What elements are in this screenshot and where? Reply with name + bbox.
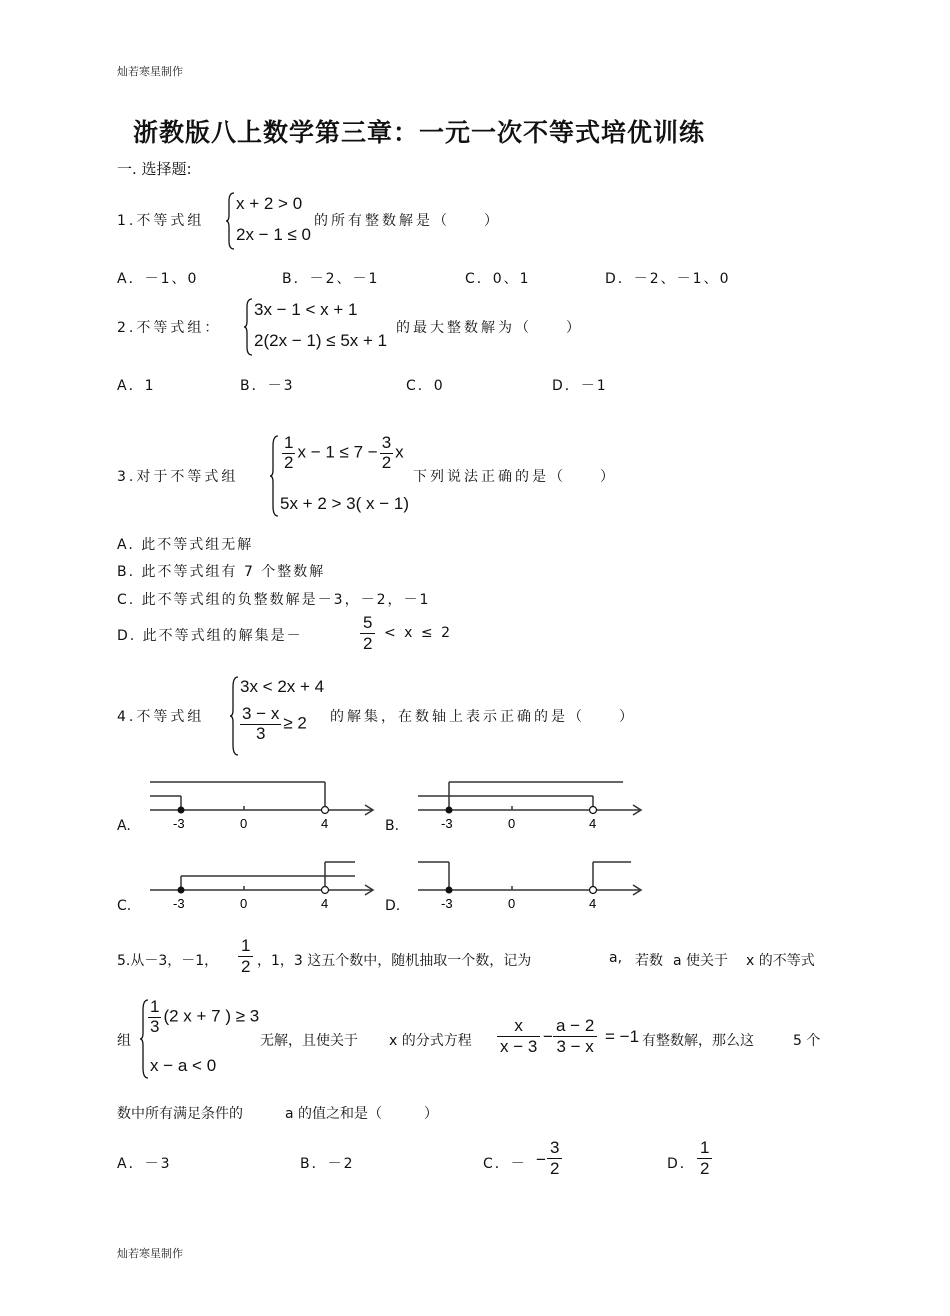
q5-text-11: a 的值之和是（ ） bbox=[285, 1106, 439, 1122]
q5-option-a: A．－3 bbox=[117, 1156, 172, 1172]
open-point bbox=[322, 807, 329, 814]
q2-line-1: 3x − 1 < x + 1 bbox=[254, 300, 358, 319]
q5-option-c-sign: − bbox=[536, 1150, 546, 1169]
q3-option-d-fraction: 5 2 bbox=[360, 613, 375, 653]
fraction: $\frac{1}{2}$ bbox=[284, 433, 294, 472]
q4-system bbox=[230, 675, 340, 757]
q5-fraction-half: 1 2 bbox=[238, 936, 253, 976]
q1-stem: 1.不等式组 bbox=[117, 213, 205, 229]
section-heading: 一. 选择题: bbox=[117, 160, 192, 178]
q5-option-d-fraction: 1 2 bbox=[697, 1138, 712, 1178]
q2-question: 的最大整数解为（ ） bbox=[396, 320, 583, 336]
q5-sys-line-1: $\frac{1}{3}$ (2 x + 7 ) ≥ 3 bbox=[150, 997, 260, 1036]
q4-option-b-label: B. bbox=[385, 818, 400, 834]
q5-option-b: B．－2 bbox=[300, 1156, 355, 1172]
q4-line-2: $\frac{3 - x}{3}$ ≥ 2 bbox=[242, 704, 307, 743]
fraction: $\frac{3}{2}$ bbox=[381, 433, 392, 472]
q4-question: 的解集，在数轴上表示正确的是（ ） bbox=[330, 709, 636, 725]
q3-line-1: $\frac{1}{2}$ x − 1 ≤ 7 − $\frac{3}{2}$ x bbox=[284, 433, 404, 472]
q5-eq-fraction-1: x x − 3 bbox=[497, 1016, 540, 1056]
open-point bbox=[590, 887, 597, 894]
q4-option-c-label: C. bbox=[117, 898, 132, 914]
q3-system bbox=[270, 434, 420, 518]
q1-question: 的所有整数解是（ ） bbox=[314, 213, 501, 229]
page-header: 灿若寒星制作 bbox=[117, 65, 183, 78]
q4-line-1: 3x < 2x + 4 bbox=[240, 677, 325, 696]
q5-text-5: x 的不等式 bbox=[746, 953, 815, 969]
tick-label: 4 bbox=[321, 896, 329, 911]
q5-text-4: a 使关于 bbox=[673, 953, 729, 969]
q2-option-a: A．1 bbox=[117, 378, 156, 394]
q5-text-6: 无解，且使关于 bbox=[260, 1033, 358, 1049]
q2-line-2: 2(2x − 1) ≤ 5x + 1 bbox=[254, 331, 388, 350]
q5-text-7: x 的分式方程 bbox=[389, 1033, 472, 1049]
closed-point bbox=[178, 887, 185, 894]
brace-icon bbox=[270, 434, 280, 518]
q1-option-c: C．0、1 bbox=[465, 271, 531, 287]
tick-label: 0 bbox=[508, 896, 516, 911]
closed-point bbox=[446, 807, 453, 814]
tick-label: 0 bbox=[508, 816, 516, 831]
page-footer: 灿若寒星制作 bbox=[117, 1247, 183, 1260]
tick-label: 4 bbox=[589, 896, 597, 911]
q5-text-10: 数中所有满足条件的 bbox=[117, 1106, 243, 1122]
q3-option-b: B. 此不等式组有 7 个整数解 bbox=[117, 564, 326, 580]
tick-label: 0 bbox=[240, 816, 248, 831]
q3-option-a: A. 此不等式组无解 bbox=[117, 537, 254, 553]
q5-option-c-fraction: 3 2 bbox=[547, 1138, 562, 1178]
q2-option-c: C．0 bbox=[406, 378, 445, 394]
q2-option-b: B．－3 bbox=[240, 378, 295, 394]
q1-line-1: x + 2 > 0 bbox=[236, 194, 303, 213]
page-title: 浙教版八上数学第三章：一元一次不等式培优训练 bbox=[133, 118, 706, 147]
q5-system bbox=[140, 998, 260, 1080]
q2-option-d: D．－1 bbox=[552, 378, 608, 394]
tick-label: -3 bbox=[441, 896, 453, 911]
brace-icon bbox=[226, 191, 236, 251]
q1-option-b: B．－2、－1 bbox=[282, 271, 380, 287]
number-line-a bbox=[145, 772, 380, 832]
fraction: $\frac{1}{3}$ bbox=[150, 997, 160, 1036]
tick-label: -3 bbox=[441, 816, 453, 831]
q3-option-d-text: D. 此不等式组的解集是－ bbox=[117, 628, 303, 644]
open-point bbox=[590, 807, 597, 814]
tick-label: -3 bbox=[173, 896, 185, 911]
tick-label: 4 bbox=[321, 816, 329, 831]
q4-option-a-label: A. bbox=[117, 818, 131, 834]
q4-option-d-label: D. bbox=[385, 898, 401, 914]
q5-option-c-text: C．－ bbox=[483, 1156, 527, 1172]
q1-option-a: A．－1、0 bbox=[117, 271, 199, 287]
q4-stem: 4.不等式组 bbox=[117, 709, 205, 725]
tick-label: 4 bbox=[589, 816, 597, 831]
q1-system bbox=[226, 191, 316, 251]
q5-text-2: ，1，3 这五个数中，随机抽取一个数，记为 bbox=[257, 953, 532, 969]
tick-label: 0 bbox=[240, 896, 248, 911]
open-point bbox=[322, 887, 329, 894]
q5-eq-rhs: = −1 bbox=[605, 1027, 640, 1046]
closed-point bbox=[178, 807, 185, 814]
tick-label: -3 bbox=[173, 816, 185, 831]
q5-minus: − bbox=[543, 1027, 553, 1046]
q1-line-2: 2x − 1 ≤ 0 bbox=[236, 225, 312, 244]
q3-question: 下列说法正确的是（ ） bbox=[413, 469, 617, 485]
q5-zu: 组 bbox=[117, 1033, 131, 1049]
q3-option-c: C. 此不等式组的负整数解是－3，－2，－1 bbox=[117, 592, 431, 608]
number-line-b bbox=[413, 772, 648, 832]
q2-stem: 2.不等式组： bbox=[117, 320, 222, 336]
q1-option-d: D．－2、－1、0 bbox=[605, 271, 731, 287]
q5-text-3: 若数 bbox=[635, 953, 663, 969]
q5-option-d-text: D． bbox=[667, 1156, 696, 1172]
q5-eq-fraction-2: a − 2 3 − x bbox=[553, 1016, 597, 1056]
fraction: $\frac{3 - x}{3}$ bbox=[242, 704, 280, 743]
q5-text-8: 有整数解，那么这 bbox=[642, 1033, 754, 1049]
brace-icon bbox=[244, 297, 254, 357]
q2-system bbox=[244, 297, 394, 357]
q5-var-a: a, bbox=[609, 950, 623, 966]
q5-text-9: 5 个 bbox=[793, 1033, 821, 1049]
q3-line-2: 5x + 2 > 3( x − 1) bbox=[280, 494, 409, 513]
number-line-c bbox=[145, 852, 380, 912]
number-line-d bbox=[413, 852, 648, 912]
q5-text-1: 5.从－3，－1， bbox=[117, 953, 219, 969]
q5-sys-line-2: x − a < 0 bbox=[150, 1056, 217, 1075]
closed-point bbox=[446, 887, 453, 894]
q3-stem: 3.对于不等式组 bbox=[117, 469, 239, 485]
q3-option-d-range: < x ≤ 2 bbox=[384, 625, 453, 641]
